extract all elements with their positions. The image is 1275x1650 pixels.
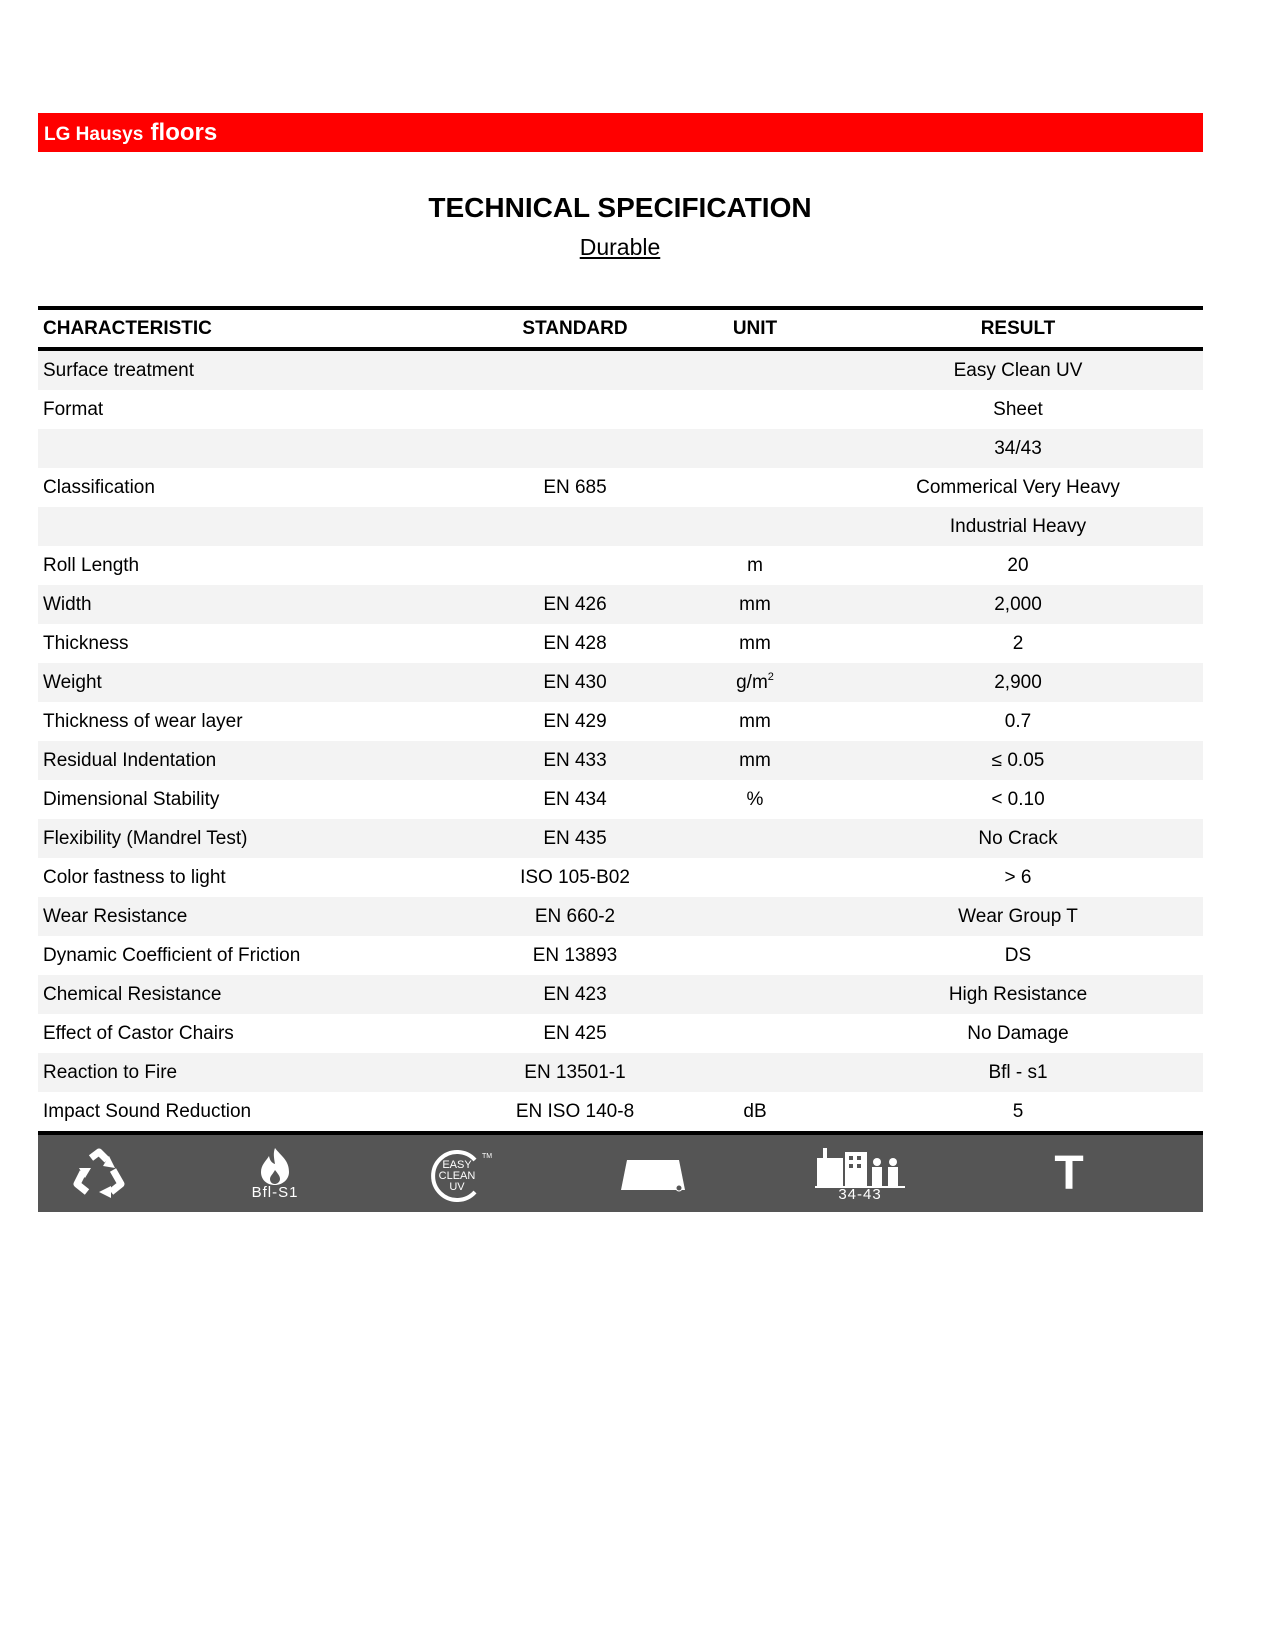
characteristic-cell: Classification — [43, 476, 155, 498]
result-cell: < 0.10 — [991, 788, 1045, 810]
standard-cell: EN 660-2 — [473, 897, 677, 936]
unit-cell — [677, 1053, 833, 1092]
table-row — [38, 975, 1203, 1014]
unit-cell — [677, 897, 833, 936]
easy-clean-uv-icon — [405, 1135, 515, 1212]
standard-cell: EN 434 — [543, 788, 607, 810]
result-cell: No Damage — [967, 1022, 1069, 1044]
result-cell: No Crack — [833, 819, 1203, 858]
characteristic-cell — [38, 507, 473, 546]
wear-group-icon — [1014, 1135, 1124, 1212]
sheet-format-icon — [599, 1135, 709, 1212]
unit-cell — [677, 429, 833, 468]
header-characteristic: CHARACTERISTIC — [38, 308, 473, 349]
table-row — [38, 819, 1203, 858]
fire-icon — [220, 1135, 330, 1212]
page-subtitle: Durable — [579, 234, 661, 260]
unit-cell: mm — [677, 585, 833, 624]
characteristic-cell: Flexibility (Mandrel Test) — [38, 819, 473, 858]
table-row — [38, 349, 1203, 390]
unit-cell — [677, 936, 833, 975]
easy-clean-text-2: CLEAN — [438, 1169, 476, 1182]
result-cell: 5 — [1012, 1100, 1024, 1122]
page-title: TECHNICAL SPECIFICATION — [428, 192, 812, 223]
standard-cell: ISO 105-B02 — [520, 866, 630, 888]
table-row — [38, 546, 1203, 585]
result-cell: 34/43 — [833, 429, 1203, 468]
table-row — [38, 1092, 1203, 1131]
result-cell: Bfl - s1 — [833, 1053, 1203, 1092]
table-row — [38, 390, 1203, 429]
standard-cell — [473, 429, 677, 468]
unit-cell — [677, 349, 833, 390]
unit-cell: mm — [677, 741, 833, 780]
unit-cell — [677, 468, 833, 507]
characteristic-cell: Reaction to Fire — [38, 1053, 473, 1092]
characteristic-cell: Chemical Resistance — [38, 975, 473, 1014]
header-unit: UNIT — [677, 308, 833, 349]
characteristic-cell: Format — [43, 398, 104, 420]
spec-table — [38, 306, 1203, 1131]
characteristic-cell: Weight — [38, 663, 473, 702]
unit-base: g/m — [736, 672, 768, 693]
standard-cell: EN 428 — [543, 632, 607, 654]
standard-cell: EN 13893 — [532, 944, 618, 966]
unit-cell: mm — [739, 632, 771, 654]
result-cell: 2,900 — [833, 663, 1203, 702]
unit-cell — [677, 819, 833, 858]
standard-cell — [473, 349, 677, 390]
standard-cell: EN 426 — [473, 585, 677, 624]
wear-group-letter: T — [1054, 1147, 1084, 1200]
result-cell: Industrial Heavy — [833, 507, 1203, 546]
characteristic-cell: Wear Resistance — [38, 897, 473, 936]
table-row — [38, 858, 1203, 897]
icon-bar — [38, 1131, 1203, 1212]
result-cell: 2 — [1012, 632, 1024, 654]
unit-cell: dB — [743, 1100, 767, 1122]
result-cell: DS — [1004, 944, 1032, 966]
characteristic-cell: Thickness of wear layer — [43, 710, 243, 732]
table-row — [38, 936, 1203, 975]
table-row — [38, 585, 1203, 624]
characteristic-cell: Effect of Castor Chairs — [43, 1022, 234, 1044]
characteristic-cell: Surface treatment — [38, 349, 473, 390]
result-cell: Wear Group T — [833, 897, 1203, 936]
table-row — [38, 429, 1203, 468]
brand-bar — [38, 113, 1203, 152]
characteristic-cell: Width — [38, 585, 473, 624]
result-cell: High Resistance — [833, 975, 1203, 1014]
standard-cell: EN 13501-1 — [473, 1053, 677, 1092]
easy-clean-text-1: EASY — [442, 1158, 472, 1171]
usage-class-icon — [805, 1135, 915, 1212]
result-cell: 2,000 — [833, 585, 1203, 624]
standard-cell: EN ISO 140-8 — [515, 1100, 635, 1122]
trademark-mark: TM — [481, 1152, 493, 1160]
unit-cell — [677, 507, 833, 546]
table-header-row — [38, 308, 1203, 349]
result-cell: Sheet — [993, 398, 1043, 420]
standard-cell: EN 435 — [473, 819, 677, 858]
characteristic-cell: Dimensional Stability — [43, 788, 220, 810]
standard-cell — [473, 507, 677, 546]
standard-cell: EN 429 — [543, 710, 607, 732]
standard-cell: EN 433 — [473, 741, 677, 780]
easy-clean-text-3: UV — [449, 1180, 465, 1193]
unit-cell — [677, 390, 833, 429]
characteristic-cell: Roll Length — [43, 554, 140, 576]
table-row — [38, 741, 1203, 780]
table-row — [38, 702, 1203, 741]
recycle-icon — [44, 1135, 154, 1212]
standard-cell — [473, 390, 677, 429]
result-cell: 20 — [1007, 554, 1029, 576]
table-row — [38, 1053, 1203, 1092]
characteristic-cell — [38, 429, 473, 468]
table-row — [38, 468, 1203, 507]
table-row — [38, 1014, 1203, 1053]
usage-class-caption: 34-43 — [838, 1186, 882, 1203]
result-cell: 0.7 — [1004, 710, 1032, 732]
result-cell: ≤ 0.05 — [833, 741, 1203, 780]
result-cell: > 6 — [1004, 866, 1032, 888]
characteristic-cell: Impact Sound Reduction — [43, 1100, 252, 1122]
brand-logo — [38, 119, 217, 147]
characteristic-cell: Dynamic Coefficient of Friction — [43, 944, 301, 966]
header-result: RESULT — [833, 308, 1203, 349]
characteristic-cell: Thickness — [43, 632, 129, 654]
table-row — [38, 897, 1203, 936]
unit-cell: m — [747, 554, 763, 576]
standard-cell: EN 430 — [473, 663, 677, 702]
standard-cell — [473, 546, 677, 585]
fire-icon-caption: Bfl-S1 — [251, 1184, 299, 1201]
table-row — [38, 624, 1203, 663]
brand-suffix: floors — [150, 118, 218, 146]
unit-cell: mm — [739, 710, 771, 732]
characteristic-cell: Color fastness to light — [43, 866, 226, 888]
table-row — [38, 663, 1203, 702]
table-row — [38, 507, 1203, 546]
header-standard: STANDARD — [473, 308, 677, 349]
table-row — [38, 780, 1203, 819]
unit-superscript: 2 — [767, 671, 774, 683]
result-cell: Easy Clean UV — [833, 349, 1203, 390]
result-cell: Commerical Very Heavy — [916, 476, 1120, 498]
unit-cell — [677, 975, 833, 1014]
table-body — [38, 349, 1203, 1131]
brand-name: LG Hausys — [44, 123, 144, 145]
unit-cell — [677, 858, 833, 897]
standard-cell: EN 685 — [543, 476, 607, 498]
standard-cell: EN 425 — [543, 1022, 607, 1044]
unit-cell — [677, 663, 833, 702]
unit-cell — [677, 1014, 833, 1053]
unit-cell: % — [746, 788, 764, 810]
standard-cell: EN 423 — [473, 975, 677, 1014]
characteristic-cell: Residual Indentation — [38, 741, 473, 780]
